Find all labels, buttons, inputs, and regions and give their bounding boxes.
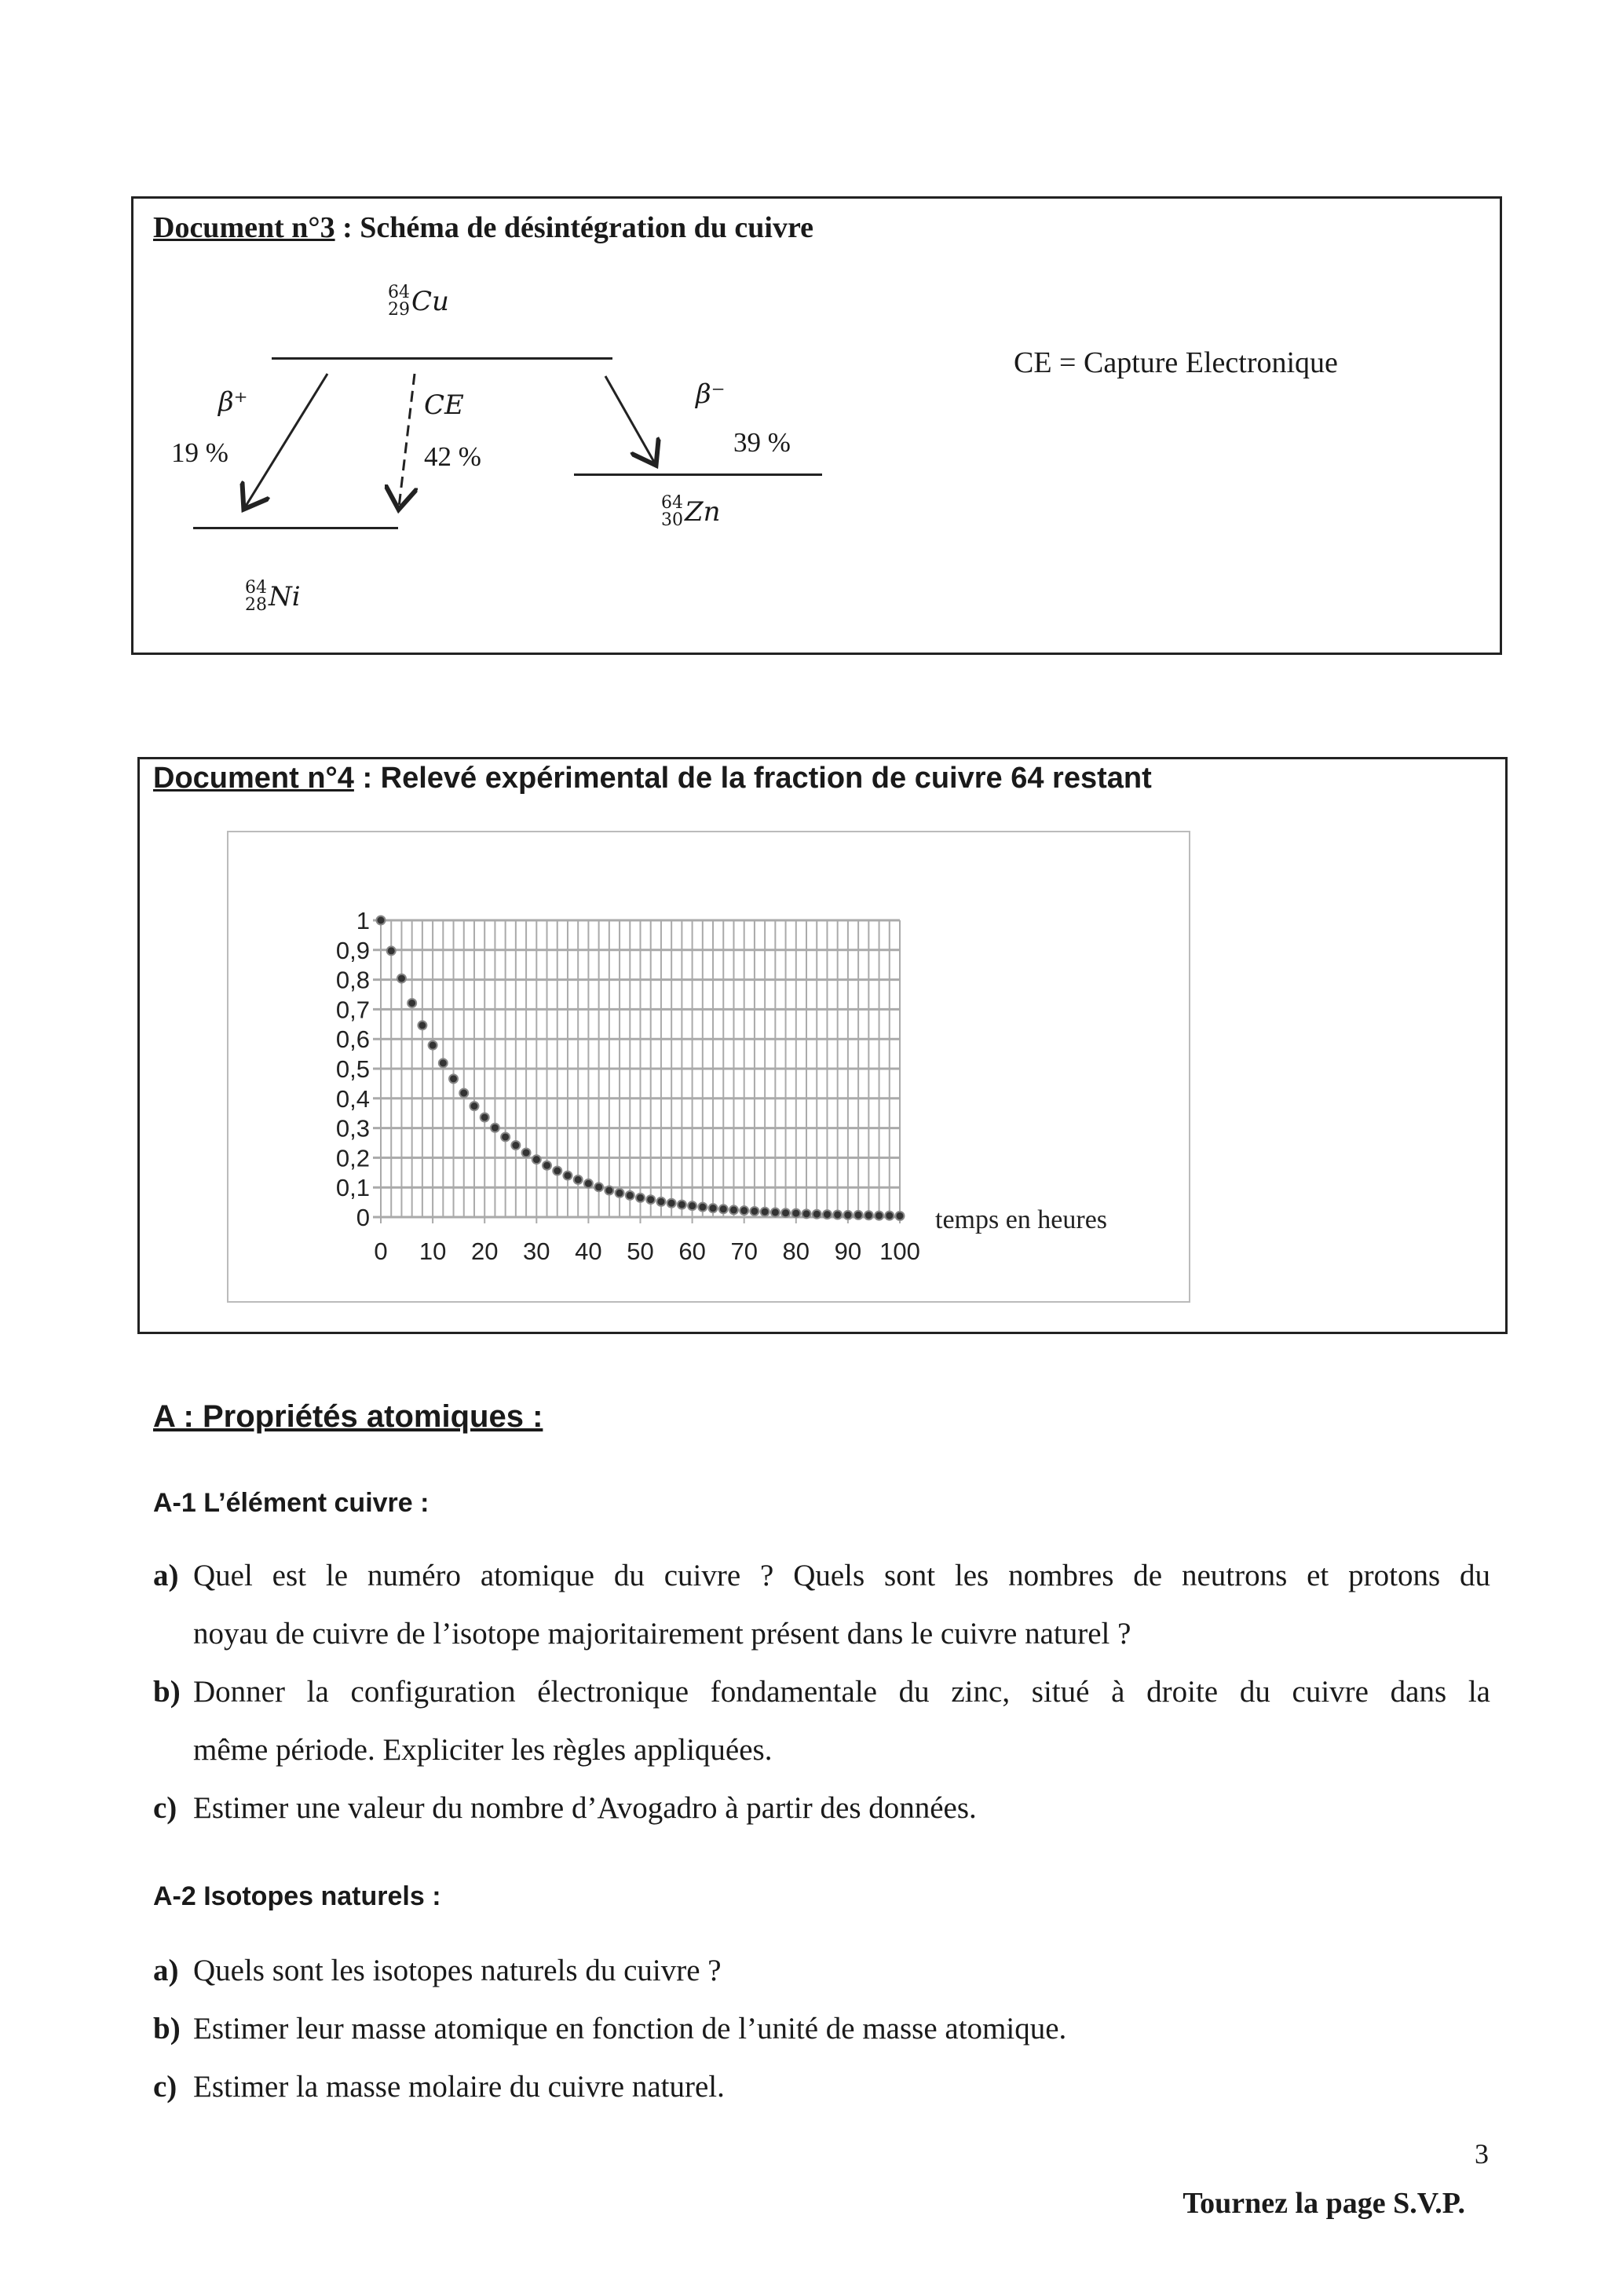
data-point: [843, 1211, 852, 1219]
question-line: [153, 1559, 1490, 1593]
y-tick-label: 0,3: [335, 1114, 370, 1143]
data-point: [543, 1161, 551, 1170]
data-point: [656, 1197, 665, 1206]
data-point: [729, 1205, 738, 1214]
ce-dashed-arrow: [399, 374, 415, 507]
x-tick-label: 20: [470, 1238, 499, 1265]
data-point: [429, 1041, 437, 1050]
question-text: noyau de cuivre de l’isotope majoritairement présent dans le cuivre naturel ?: [193, 1617, 1131, 1651]
data-point: [491, 1124, 499, 1132]
question-line: [153, 1954, 1490, 1988]
document-4-title: [153, 762, 1152, 795]
question-line: [153, 1791, 1490, 1826]
cu-atomic-number: 29: [388, 300, 410, 320]
data-point: [511, 1141, 520, 1150]
x-tick-label: 0: [374, 1238, 388, 1265]
y-tick-label: 0,5: [335, 1055, 370, 1083]
question-item: [153, 1559, 1490, 1651]
zn-atomic-number: 30: [661, 510, 683, 530]
beta-plus-arrow: [245, 374, 327, 507]
data-point: [833, 1210, 842, 1219]
question-item: [153, 1675, 1490, 1768]
y-tick-label: 0,9: [335, 936, 370, 964]
data-point: [387, 946, 396, 955]
data-point: [439, 1058, 448, 1067]
data-point: [667, 1199, 676, 1208]
a2-questions: [153, 1954, 1490, 2128]
data-point: [813, 1210, 821, 1219]
data-point: [771, 1208, 780, 1216]
question-label: a): [153, 1559, 179, 1592]
data-point: [584, 1179, 593, 1188]
data-point: [605, 1186, 613, 1194]
question-item: [153, 2012, 1490, 2046]
data-point: [481, 1113, 489, 1121]
question-label: c): [153, 2070, 177, 2104]
ce-percent: 42 %: [424, 441, 481, 472]
data-point: [761, 1208, 769, 1216]
data-point: [449, 1074, 458, 1083]
beta-plus-percent: 19 %: [171, 437, 228, 468]
question-text: Estimer leur masse atomique en fonction de l’unité de masse atomique.: [193, 2012, 1067, 2046]
document-3-title-text: : Schéma de désintégration du cuivre: [334, 211, 813, 244]
question-text: même période. Expliciter les règles appliquées.: [193, 1733, 773, 1767]
data-point: [626, 1191, 634, 1200]
data-point: [896, 1212, 905, 1220]
question-label: b): [153, 1675, 181, 1709]
question-label: b): [153, 2012, 181, 2046]
data-point: [854, 1211, 863, 1219]
ce-legend: CE = Capture Electronique: [1014, 346, 1338, 379]
question-label: c): [153, 1791, 177, 1825]
a1-questions: [153, 1559, 1490, 1849]
x-tick-label: 40: [575, 1238, 602, 1265]
data-point: [470, 1102, 478, 1110]
data-point: [709, 1204, 718, 1212]
question-line: [153, 1733, 1490, 1768]
data-point: [636, 1194, 645, 1202]
question-line: [153, 1675, 1490, 1709]
data-point: [688, 1201, 696, 1210]
question-line: [153, 2012, 1490, 2046]
turn-page-note: Tournez la page S.V.P.: [1183, 2187, 1465, 2220]
data-point: [397, 974, 406, 983]
nuclide-zn64: [661, 495, 721, 529]
a2-heading: A-2 Isotopes naturels :: [153, 1881, 441, 1911]
y-tick-label: 0,7: [335, 996, 370, 1024]
document-4-title-text: : Relevé expérimental de la fraction de cuivre 64 restant: [353, 762, 1152, 795]
page-number: 3: [1475, 2138, 1489, 2170]
x-tick-label: 10: [419, 1238, 447, 1265]
cu-mass-number: 64: [388, 283, 410, 302]
question-item: [153, 1791, 1490, 1826]
data-point: [418, 1021, 426, 1029]
zn-mass-number: 64: [661, 493, 683, 513]
data-point: [646, 1195, 655, 1204]
document-3-label: Document n°3: [153, 211, 335, 244]
data-point: [574, 1175, 583, 1184]
question-text: Quels sont les isotopes naturels du cuivre ?: [193, 1954, 722, 1987]
x-axis-label: temps en heures: [935, 1205, 1108, 1234]
y-tick-label: 0,1: [335, 1174, 370, 1202]
question-item: [153, 1954, 1490, 1988]
nuclide-ni64: [245, 579, 301, 614]
x-tick-label: 80: [782, 1238, 810, 1265]
question-text: Estimer une valeur du nombre d’Avogadro à partir des données.: [193, 1791, 977, 1825]
data-point: [501, 1132, 510, 1141]
data-point: [719, 1205, 728, 1213]
question-line: [153, 1617, 1490, 1651]
zn-symbol: Zn: [685, 496, 721, 528]
data-point: [459, 1088, 468, 1097]
beta-plus-label: β⁺: [218, 386, 248, 418]
data-point: [553, 1167, 561, 1175]
section-a-heading: A : Propriétés atomiques :: [153, 1399, 543, 1434]
decay-chart: [227, 831, 1190, 1303]
a1-heading: A-1 L’élément cuivre :: [153, 1488, 430, 1518]
data-point: [740, 1206, 748, 1215]
ce-label: CE: [424, 389, 464, 421]
data-point: [563, 1172, 572, 1180]
y-tick-label: 0,8: [335, 966, 370, 994]
beta-minus-label: β⁻: [696, 378, 726, 410]
question-text: Quel est le numéro atomique du cuivre ? Quels sont les nombres de neutrons et protons du: [193, 1559, 1490, 1592]
document-4-label: Document n°4: [153, 762, 354, 795]
x-tick-label: 90: [834, 1238, 862, 1265]
question-text: Donner la configuration électronique fondamentale du zinc, situé à droite du cuivre dans la: [193, 1675, 1490, 1709]
cu-symbol: Cu: [411, 286, 449, 317]
data-point: [750, 1207, 758, 1216]
question-item: [153, 2070, 1490, 2104]
data-point: [865, 1211, 873, 1219]
ni-mass-number: 64: [245, 578, 267, 598]
data-point: [791, 1209, 800, 1218]
data-point: [698, 1203, 707, 1212]
decay-arrows: [0, 0, 1623, 707]
beta-minus-percent: 39 %: [733, 427, 791, 458]
data-point: [678, 1201, 686, 1209]
y-tick-label: 1: [356, 907, 370, 934]
data-point: [802, 1209, 811, 1218]
data-point: [781, 1208, 790, 1217]
data-point: [377, 916, 386, 925]
x-tick-label: 50: [627, 1238, 654, 1265]
data-point: [885, 1212, 894, 1220]
data-point: [532, 1155, 541, 1164]
question-text: Estimer la masse molaire du cuivre naturel.: [193, 2070, 725, 2104]
beta-minus-arrow: [605, 376, 655, 463]
x-tick-label: 100: [879, 1238, 920, 1265]
x-tick-label: 60: [678, 1238, 706, 1265]
y-tick-label: 0,2: [335, 1144, 370, 1172]
ni-symbol: Ni: [269, 581, 301, 612]
x-tick-label: 30: [523, 1238, 550, 1265]
ni-atomic-number: 28: [245, 595, 267, 615]
data-point: [594, 1183, 603, 1191]
y-tick-label: 0,4: [335, 1084, 370, 1113]
data-point: [616, 1189, 624, 1197]
question-label: a): [153, 1954, 179, 1987]
data-point: [408, 999, 416, 1007]
y-tick-label: 0: [356, 1204, 370, 1231]
data-point: [823, 1210, 832, 1219]
data-point: [522, 1148, 531, 1157]
y-tick-label: 0,6: [335, 1026, 370, 1054]
data-point: [875, 1212, 883, 1220]
question-line: [153, 2070, 1490, 2104]
x-tick-label: 70: [730, 1238, 758, 1265]
